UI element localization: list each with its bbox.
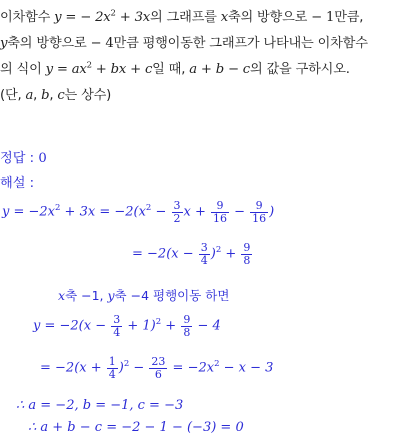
solution-label: 해설 : xyxy=(0,176,35,191)
question-text: 의 값을 구하시오. xyxy=(249,62,350,77)
solution-equation-5: ∴ a = −2, b = −1, c = −3 xyxy=(16,398,184,413)
question-text: 의 식이 xyxy=(0,62,46,77)
solution-equation-2: = −2(x − $\frac{3}{4}$ )$^2$ + $\frac{9}{8}$ xyxy=(132,241,251,267)
question-text: 축의 방향으로 xyxy=(227,10,312,25)
question-math: $y = ax^2$ + bx + c xyxy=(45,60,153,77)
question-text: 일 때, xyxy=(152,62,190,77)
question-math: y = − $2x^2 + 3x$ xyxy=(54,8,150,25)
question-math: x xyxy=(220,10,228,25)
question-text: 이차함수 xyxy=(0,10,55,25)
solution-equation-6: ∴ a + b − c = −2 − 1 − (−3) = 0 xyxy=(28,420,244,435)
question-text: 만큼, xyxy=(334,10,364,25)
question-text: 만큼 평행이동한 그래프가 나타내는 이차함수 xyxy=(113,36,368,51)
question-line-1 xyxy=(0,6,363,25)
answer-label: 정답 : xyxy=(0,151,39,166)
solution-equation-3: y = −2(x − $\frac{3}{4}$ + 1)$^2$ + $\frac{9}{8}$ − 4 xyxy=(33,313,221,339)
question-line-4: (단, a, b, c는 상수) xyxy=(0,88,112,103)
question-math: a + b − c xyxy=(189,62,250,77)
answer-value: 0 xyxy=(38,151,47,166)
question-line-2 xyxy=(0,32,368,51)
question-text: 의 그래프를 xyxy=(150,10,221,25)
answer-line xyxy=(0,147,47,166)
question-math: y xyxy=(0,36,8,51)
question-math: − 1 xyxy=(311,10,335,25)
question-math: − 4 xyxy=(90,36,114,51)
solution-equation-4: = −2(x + $\frac{1}{4}$ )$^2$ − $\frac{23}{6}$ = $-2x^2 - x - 3$ xyxy=(40,355,274,381)
solution-shift-note: x축 −1, y축 −4 평행이동 하면 xyxy=(58,288,230,303)
question-text: 축의 방향으로 xyxy=(7,36,91,51)
solution-equation-1: $y = -2x^2 + 3x = -2(x^2$ − $\frac{3}{2}$ x + $\frac{9}{16}$ − $\frac{9}{16}$ ) xyxy=(2,199,275,225)
question-line-3 xyxy=(0,58,350,77)
